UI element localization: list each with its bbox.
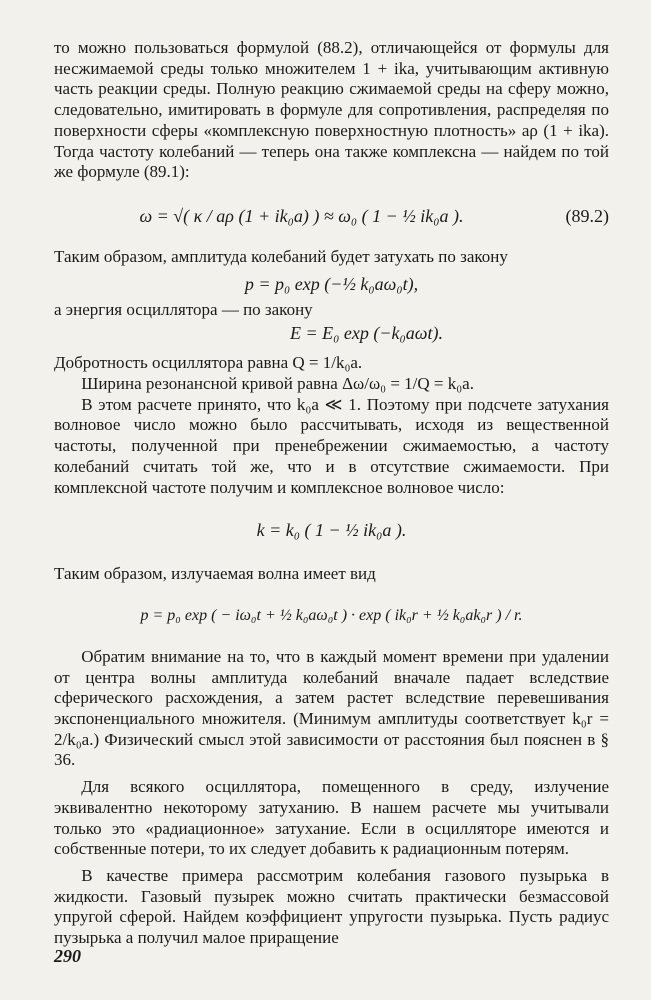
paragraph-8: В качестве примера рассмотрим колебания газового пузырька в жидкости. Газовый пузырек можно считать практически безмассовой упругой сферой. Найдем коэффициент упругости пузырька. Пусть радиус пузырька a получил малое приращение bbox=[54, 865, 609, 948]
paragraph-7: Для всякого осциллятора, помещенного в среду, излучение эквивалентно некоторому затуханию. В нашем расчете мы учитывали только это «радиационное» затухание. Если в осцилляторе имеются и собственные потери, то их следует добавить к радиационным потерям. bbox=[54, 777, 609, 859]
paragraph-2: Таким образом, амплитуда колебаний будет затухать по закону bbox=[54, 246, 508, 266]
page-number: 290 bbox=[54, 946, 81, 966]
paragraph-4: В этом расчете принято, что k₀a ≪ 1. Поэтому при подсчете затухания волновое число можно было рассчитывать, исходя из вещественной частоты, полученной при пренебрежении сжимаемостью, а частоту колебаний считать той же, что и в отсутствие сжимаемости. При комплексной частоте получим и комплексное волновое число: bbox=[54, 394, 609, 497]
paragraph-5: Таким образом, излучаемая волна имеет вид bbox=[54, 564, 376, 584]
paragraph-q-factor: Добротность осциллятора равна Q = 1/k₀a. bbox=[54, 353, 363, 373]
paragraph-6: Обратим внимание на то, что в каждый момент времени при удалении от центра волны амплитуда колебаний вначале падает вследствие сферического расхождения, а затем растет вследствие перевешивания экспоненциального множителя. (Минимум амплитуды соответствует k₀r = 2/k₀a.) Физический смысл этой зависимости от расстояния был пояснен в § 36. bbox=[54, 646, 609, 770]
formula-wavenumber: k = k₀ ( 1 − ½ ik₀a ). bbox=[256, 520, 407, 541]
formula-energy: E = E₀ exp (−k₀aωt). bbox=[290, 323, 443, 344]
formula-89-2-expression: ω = √( κ / aρ (1 + ik₀a) ) ≈ ω₀ ( 1 − ½ ik₀a ). bbox=[139, 205, 464, 226]
equation-number: (89.2) bbox=[565, 205, 609, 226]
formula-amplitude: p = p₀ exp (−½ k₀aω₀t), bbox=[244, 273, 419, 294]
paragraph-1: то можно пользоваться формулой (88.2), отличающейся от формулы для несжимаемой среды только множителем 1 + ika, учитывающим активную часть реакции среды. Полную реакцию сжимаемой среды на сферу можно, следовательно, имитировать в формуле для сопротивления, распределяя по поверхности сферы «комплексную поверхностную плотность» aρ (1 + ika). Тогда частоту колебаний — теперь она также комплексна — найдем по той же формуле (89.1): bbox=[54, 38, 609, 182]
paragraph-resonance-width: Ширина резонансной кривой равна Δω/ω₀ = 1/Q = k₀a. bbox=[81, 374, 474, 394]
formula-89-2 bbox=[54, 193, 609, 239]
paragraph-3: а энергия осциллятора — по закону bbox=[54, 299, 313, 319]
formula-radiated-wave: p = p₀ exp ( − iω₀t + ½ k₀aω₀t ) · exp ( ik₀r + ½ k₀ak₀r ) / r. bbox=[140, 606, 523, 624]
